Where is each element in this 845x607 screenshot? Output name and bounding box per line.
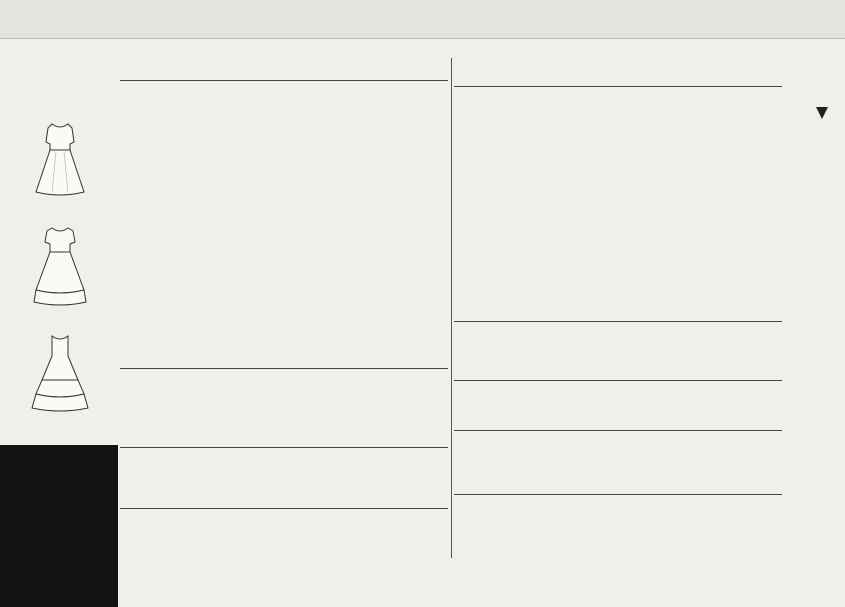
fr-title-rule: [454, 86, 782, 87]
en-fabrics-rule: [120, 447, 448, 448]
es-telas-rule: [454, 430, 782, 431]
fr-mercerie-rule: [454, 380, 782, 381]
en-req-rule: [120, 508, 448, 509]
es-merceria-rule: [454, 494, 782, 495]
dress-a-icon: [30, 120, 90, 200]
en-garment-rule: [120, 368, 448, 369]
column-divider: [451, 58, 452, 558]
fr-tissus-rule: [454, 321, 782, 322]
dress-cd-icon: [28, 332, 92, 414]
brand-logo-icon: [816, 107, 828, 119]
en-title-rule: [120, 80, 448, 81]
envelope-number-block: [2, 460, 46, 590]
dress-b-icon: [30, 224, 90, 308]
envelope-sizes: [52, 468, 112, 588]
social-strip: [0, 0, 845, 39]
